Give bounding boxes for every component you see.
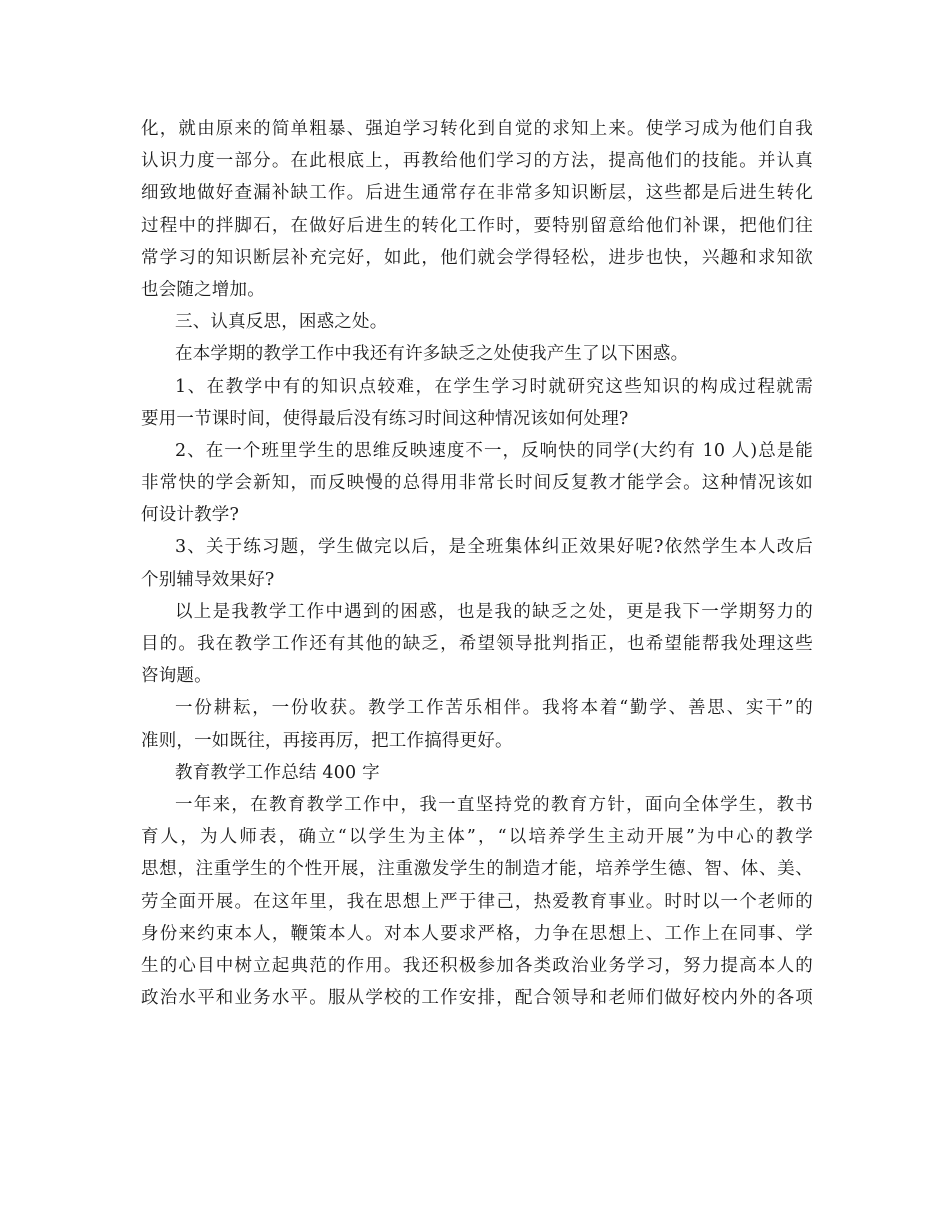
text-line: 2、在一个班里学生的思维反映速度不一，反响快的同学(大约有 10 人)总是能 (175, 440, 813, 461)
text-line: 常学习的知识断层补充完好，如此，他们就会学得轻松，进步也快，兴趣和求知欲 (141, 247, 813, 268)
text-line: 何设计教学? (141, 505, 240, 526)
text-line: 也会随之增加。 (141, 279, 265, 300)
text-line: 以上是我教学工作中遇到的困惑，也是我的缺乏之处，更是我下一学期努力的 (175, 601, 813, 622)
text-line: 一份耕耘，一份收获。教学工作苦乐相伴。我将本着“勤学、善思、实干”的 (175, 698, 813, 719)
text-line: 劳全面开展。在这年里，我在思想上严于律己，热爱教育事业。时时以一个老师的 (141, 891, 813, 912)
text-line: 咨询题。 (141, 666, 212, 687)
text-line: 1、在教学中有的知识点较难，在学生学习时就研究这些知识的构成过程就需 (175, 376, 813, 397)
text-line: 3、关于练习题，学生做完以后，是全班集体纠正效果好呢?依然学生本人改后 (175, 537, 813, 558)
text-line: 思想，注重学生的个性开展，注重激发学生的制造才能，培养学生德、智、体、美、 (141, 859, 813, 880)
text-line: 三、认真反思，困惑之处。 (175, 312, 388, 333)
document-body (141, 113, 813, 1014)
text-line: 生的心目中树立起典范的作用。我还积极参加各类政治业务学习，努力提高本人的 (141, 955, 813, 976)
text-line: 身份来约束本人，鞭策本人。对本人要求严格，力争在思想上、工作上在同事、学 (141, 923, 813, 944)
text-line: 育人，为人师表，确立“以学生为主体”，“以培养学生主动开展”为中心的教学 (141, 827, 813, 848)
text-line: 要用一节课时间，使得最后没有练习时间这种情况该如何处理? (141, 408, 629, 429)
text-line: 过程中的拌脚石，在做好后进生的转化工作时，要特别留意给他们补课，把他们往 (141, 215, 813, 236)
text-line: 认识力度一部分。在此根底上，再教给他们学习的方法，提高他们的技能。并认真 (141, 151, 813, 172)
text-line: 非常快的学会新知，而反映慢的总得用非常长时间反复教才能学会。这种情况该如 (141, 473, 813, 494)
text-line: 目的。我在教学工作还有其他的缺乏，希望领导批判指正，也希望能帮我处理这些 (141, 634, 813, 654)
text-line: 在本学期的教学工作中我还有许多缺乏之处使我产生了以下困惑。 (175, 344, 689, 365)
text-line: 化，就由原来的简单粗暴、强迫学习转化到自觉的求知上来。使学习成为他们自我 (141, 119, 813, 139)
text-line: 准则，一如既往，再接再厉，把工作搞得更好。 (141, 730, 513, 751)
text-line: 细致地做好查漏补缺工作。后进生通常存在非常多知识断层，这些都是后进生转化 (141, 183, 813, 204)
text-line: 政治水平和业务水平。服从学校的工作安排，配合领导和老师们做好校内外的各项 (141, 988, 813, 1009)
text-line: 个别辅导效果好? (141, 569, 275, 590)
text-line: 一年来，在教育教学工作中，我一直坚持党的教育方针，面向全体学生，教书 (175, 794, 813, 815)
text-line: 教育教学工作总结 400 字 (175, 762, 380, 783)
